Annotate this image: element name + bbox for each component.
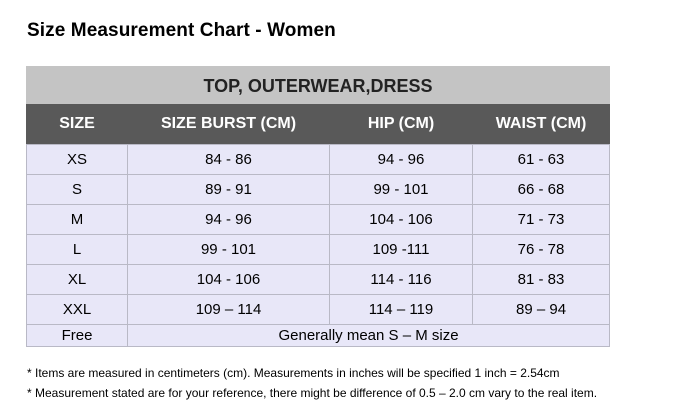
footnote-units: * Items are measured in centimeters (cm). Measurements in inches will be specified 1 inch = 2.54cm — [27, 366, 560, 380]
waist-cell: 61 - 63 — [473, 145, 610, 175]
size-cell: L — [27, 235, 128, 265]
column-header-hip: HIP (CM) — [330, 104, 473, 145]
waist-cell: 81 - 83 — [473, 265, 610, 295]
footnote-tolerance: * Measurement stated are for your reference, there might be difference of 0.5 – 2.0 cm vary to the real item. — [27, 386, 598, 400]
size-cell: XS — [27, 145, 128, 175]
size-cell: Free — [27, 325, 128, 347]
size-chart-table — [26, 66, 610, 347]
bust-cell: 89 - 91 — [128, 175, 330, 205]
bust-cell: 94 - 96 — [128, 205, 330, 235]
table-row — [27, 175, 610, 205]
page-title: Size Measurement Chart - Women — [27, 20, 336, 41]
size-cell: XL — [27, 265, 128, 295]
free-size-row — [27, 325, 610, 347]
banner-row — [27, 67, 610, 104]
hip-cell: 99 - 101 — [330, 175, 473, 205]
table-row — [27, 205, 610, 235]
category-banner: TOP, OUTERWEAR,DRESS — [27, 67, 610, 104]
size-cell: M — [27, 205, 128, 235]
column-header-waist: WAIST (CM) — [473, 104, 610, 145]
hip-cell: 114 - 116 — [330, 265, 473, 295]
waist-cell: 71 - 73 — [473, 205, 610, 235]
bust-cell: 84 - 86 — [128, 145, 330, 175]
table-row — [27, 235, 610, 265]
column-header-size: SIZE — [27, 104, 128, 145]
table-row — [27, 265, 610, 295]
hip-cell: 114 – 119 — [330, 295, 473, 325]
hip-cell: 104 - 106 — [330, 205, 473, 235]
waist-cell: 89 – 94 — [473, 295, 610, 325]
header-row — [27, 104, 610, 145]
free-size-note: Generally mean S – M size — [128, 325, 610, 347]
footnotes — [27, 363, 597, 403]
bust-cell: 109 – 114 — [128, 295, 330, 325]
size-cell: S — [27, 175, 128, 205]
waist-cell: 66 - 68 — [473, 175, 610, 205]
column-header-bust: SIZE BURST (CM) — [128, 104, 330, 145]
size-cell: XXL — [27, 295, 128, 325]
table-row — [27, 145, 610, 175]
hip-cell: 94 - 96 — [330, 145, 473, 175]
waist-cell: 76 - 78 — [473, 235, 610, 265]
bust-cell: 104 - 106 — [128, 265, 330, 295]
table-row — [27, 295, 610, 325]
hip-cell: 109 -111 — [330, 235, 473, 265]
bust-cell: 99 - 101 — [128, 235, 330, 265]
